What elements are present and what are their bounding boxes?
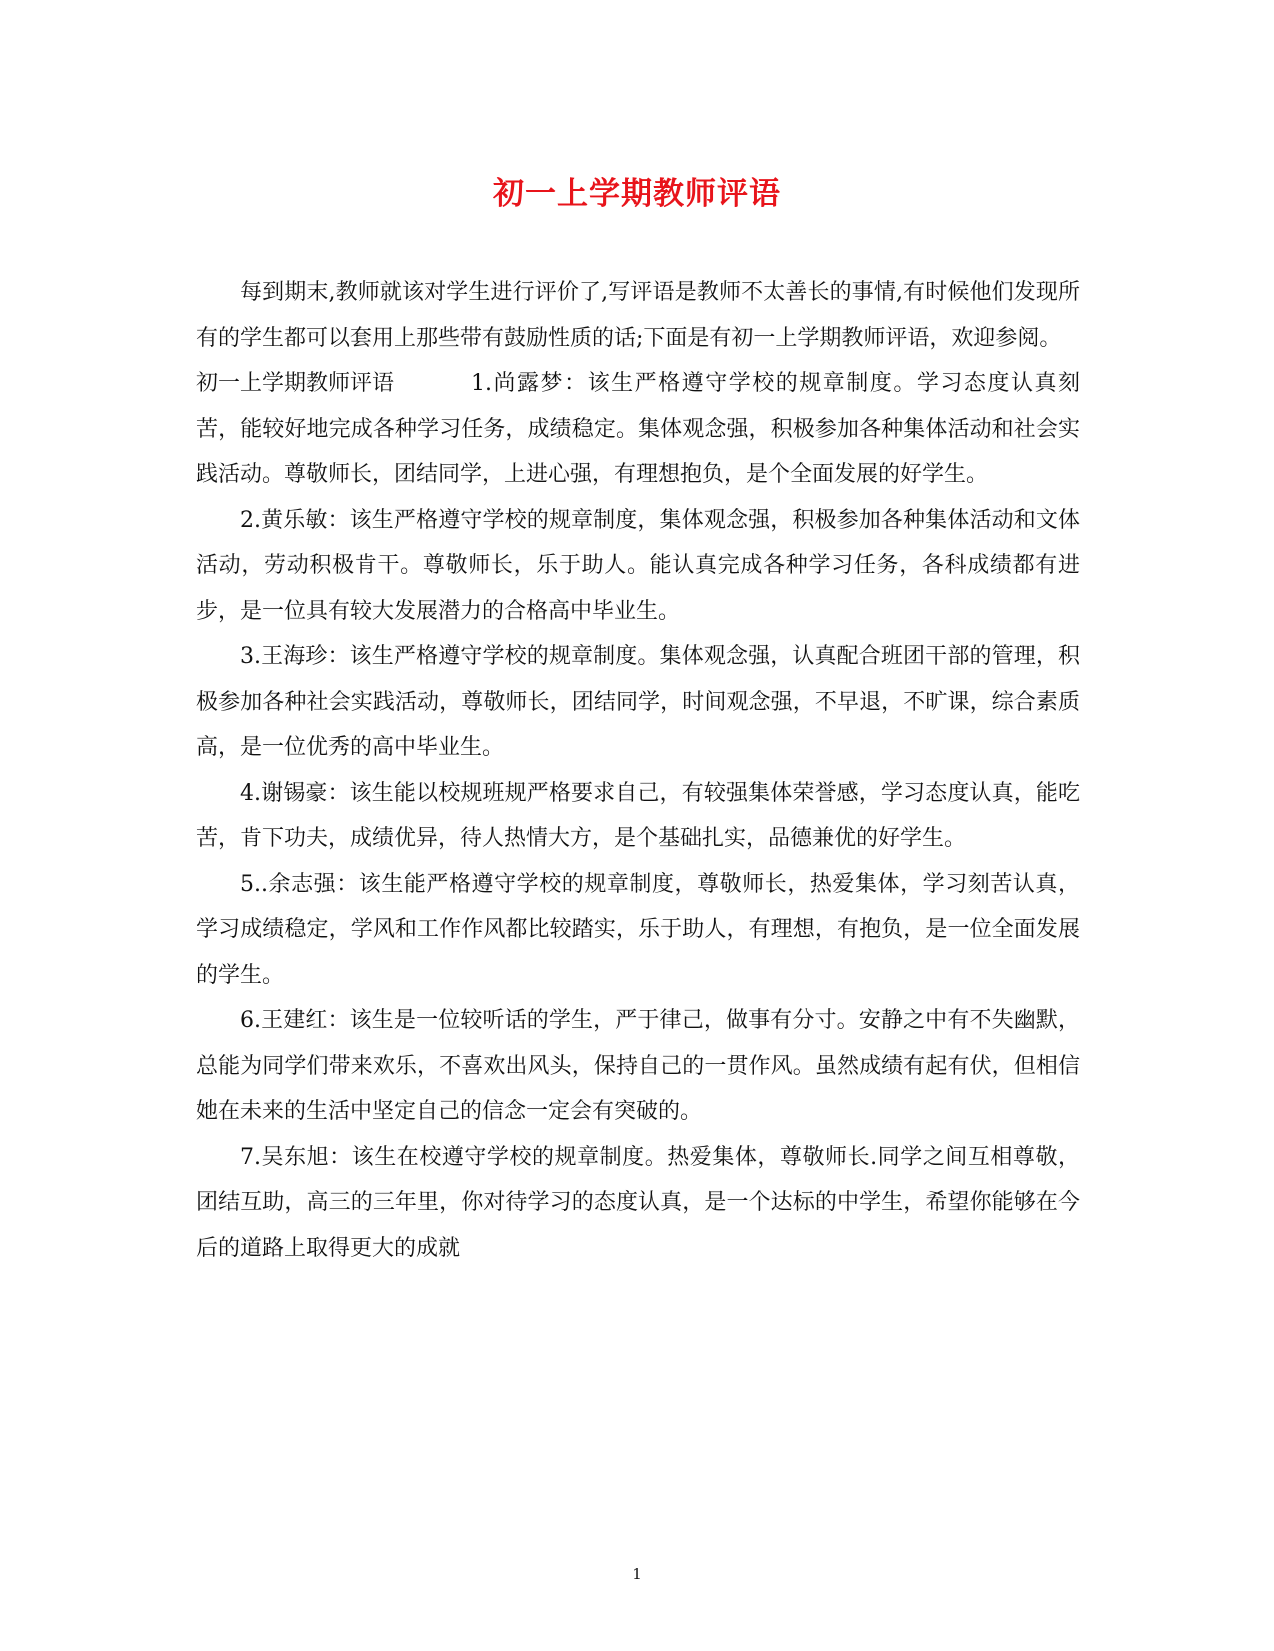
comment-text-1: 1.尚露梦：该生严格遵守学校的规章制度。学习态度认真刻苦，能较好地完成各种学习任务，成绩稳定。集体观念强，积极参加各种集体活动和社会实践活动。尊敬师长，团结同学，上进心强，有理想抱负，是个全面发展的好学生。 bbox=[196, 371, 1080, 487]
document-title: 初一上学期教师评语 bbox=[493, 176, 781, 212]
comment-paragraph-1 bbox=[196, 361, 1080, 498]
comment-paragraph-4: 4.谢锡豪：该生能以校规班规严格要求自己，有较强集体荣誉感，学习态度认真，能吃苦，肯下功夫，成绩优异，待人热情大方，是个基础扎实，品德兼优的好学生。 bbox=[196, 780, 1080, 851]
intro-paragraph: 每到期末,教师就该对学生进行评价了,写评语是教师不太善长的事情,有时候他们发现所有的学生都可以套用上那些带有鼓励性质的话;下面是有初一上学期教师评语，欢迎参阅。 bbox=[196, 280, 1080, 351]
comment-paragraph-3: 3.王海珍：该生严格遵守学校的规章制度。集体观念强，认真配合班团干部的管理，积极参加各种社会实践活动，尊敬师长，团结同学，时间观念强，不早退，不旷课，综合素质高，是一位优秀的高中毕业生。 bbox=[196, 644, 1080, 760]
section-subheading: 初一上学期教师评语 bbox=[196, 371, 395, 396]
comment-paragraph-2: 2.黄乐敏：该生严格遵守学校的规章制度，集体观念强，积极参加各种集体活动和文体活动，劳动积极肯干。尊敬师长，乐于助人。能认真完成各种学习任务，各科成绩都有进步，是一位具有较大发展潜力的合格高中毕业生。 bbox=[196, 507, 1080, 624]
page-number: 1 bbox=[632, 1565, 642, 1583]
comment-paragraph-7: 7.吴东旭：该生在校遵守学校的规章制度。热爱集体，尊敬师长.同学之间互相尊敬，团结互助，高三的三年里，你对待学习的态度认真，是一个达标的中学生，希望你能够在今后的道路上取得更大的成就 bbox=[196, 1144, 1080, 1261]
document-body bbox=[196, 270, 1080, 1271]
comment-paragraph-5: 5..余志强：该生能严格遵守学校的规章制度，尊敬师长，热爱集体，学习刻苦认真，学习成绩稳定，学风和工作作风都比较踏实，乐于助人，有理想，有抱负，是一位全面发展的学生。 bbox=[196, 871, 1080, 988]
comment-paragraph-6: 6.王建红：该生是一位较听话的学生，严于律己，做事有分寸。安静之中有不失幽默，总能为同学们带来欢乐，不喜欢出风头，保持自己的一贯作风。虽然成绩有起有伏，但相信她在未来的生活中坚定自己的信念一定会有突破的。 bbox=[196, 1008, 1080, 1124]
